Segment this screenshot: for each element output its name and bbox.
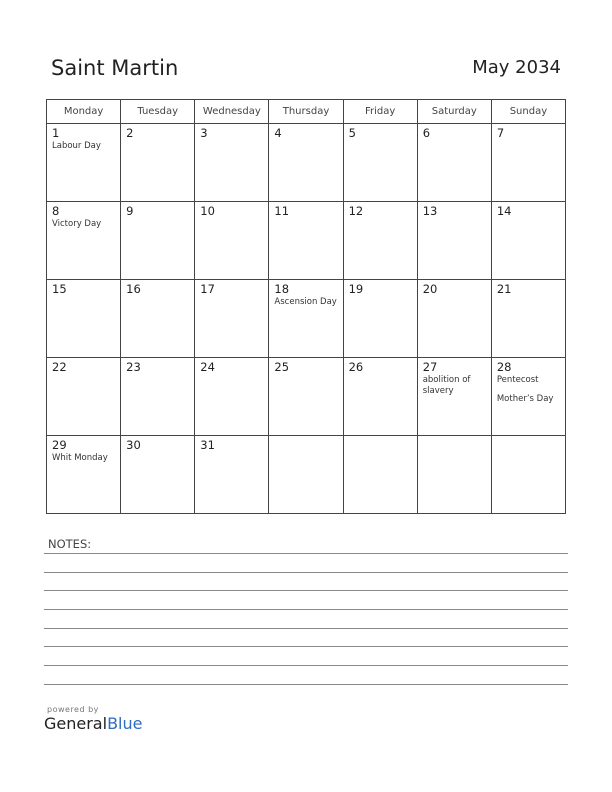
day-number: 20 <box>422 282 438 296</box>
weekday-header: Sunday <box>491 100 565 124</box>
holiday-label: Mother’s Day <box>496 394 554 404</box>
day-cell <box>121 358 195 436</box>
day-cell <box>121 202 195 280</box>
day-cell <box>491 280 565 358</box>
day-cell <box>195 436 269 514</box>
week-row <box>47 124 566 202</box>
day-number: 12 <box>348 204 364 218</box>
day-number: 24 <box>200 360 215 374</box>
day-cell <box>269 202 343 280</box>
note-line <box>44 646 568 647</box>
note-line <box>44 628 568 629</box>
day-cell <box>47 202 121 280</box>
day-number: 22 <box>52 360 67 374</box>
week-row <box>47 358 566 436</box>
week-row <box>47 436 566 514</box>
day-cell <box>343 280 417 358</box>
day-cell <box>343 358 417 436</box>
day-cell <box>417 358 491 436</box>
day-cell <box>491 436 565 514</box>
brand-name-part2: Blue <box>107 714 143 733</box>
week-row <box>47 280 566 358</box>
calendar-month-year: May 2034 <box>472 57 561 78</box>
day-number: 7 <box>496 126 505 140</box>
weekday-header: Friday <box>343 100 417 124</box>
notes-label: NOTES: <box>48 537 92 551</box>
day-cell <box>417 280 491 358</box>
brand-name-part1: General <box>44 714 108 733</box>
note-line <box>44 553 568 554</box>
day-cell <box>491 202 565 280</box>
day-number: 29 <box>52 438 67 452</box>
weekday-header: Thursday <box>269 100 343 124</box>
day-number: 2 <box>126 126 134 140</box>
powered-by-text: powered by <box>47 705 99 714</box>
note-line <box>44 609 568 610</box>
day-cell <box>417 124 491 202</box>
holiday-label: Victory Day <box>52 219 102 229</box>
day-cell <box>269 436 343 514</box>
day-cell <box>491 358 565 436</box>
note-line <box>44 590 568 591</box>
day-cell <box>343 202 417 280</box>
note-line <box>44 572 568 573</box>
day-number: 21 <box>496 282 512 296</box>
day-cell <box>121 436 195 514</box>
day-number: 11 <box>274 204 290 218</box>
day-cell <box>343 436 417 514</box>
week-row <box>47 202 566 280</box>
day-cell <box>417 202 491 280</box>
day-number: 23 <box>126 360 141 374</box>
holiday-label: Labour Day <box>52 141 101 151</box>
day-number: 3 <box>200 126 208 140</box>
day-number: 26 <box>348 360 364 374</box>
day-number: 17 <box>200 282 215 296</box>
day-number: 30 <box>126 438 141 452</box>
day-cell <box>195 202 269 280</box>
holiday-label: Pentecost <box>496 375 539 385</box>
day-number: 1 <box>52 126 60 140</box>
day-number: 14 <box>496 204 512 218</box>
day-number: 16 <box>126 282 141 296</box>
day-cell <box>195 124 269 202</box>
day-cell <box>269 358 343 436</box>
day-cell <box>417 436 491 514</box>
day-cell <box>343 124 417 202</box>
day-number: 19 <box>348 282 364 296</box>
holiday-label: abolition of slavery <box>422 375 471 396</box>
day-cell <box>269 280 343 358</box>
calendar-grid <box>46 99 566 514</box>
weekday-header: Saturday <box>417 100 491 124</box>
day-number: 4 <box>274 126 282 140</box>
day-number: 28 <box>496 360 512 374</box>
calendar-country-title: Saint Martin <box>51 56 179 80</box>
day-number: 18 <box>274 282 290 296</box>
day-number: 31 <box>200 438 215 452</box>
day-cell <box>47 124 121 202</box>
note-line <box>44 665 568 666</box>
day-cell <box>121 124 195 202</box>
day-cell <box>47 280 121 358</box>
day-cell <box>121 280 195 358</box>
day-number: 15 <box>52 282 67 296</box>
brand-logo <box>44 705 142 733</box>
weekday-header: Tuesday <box>121 100 195 124</box>
day-number: 9 <box>126 204 134 218</box>
day-cell <box>47 436 121 514</box>
day-number: 10 <box>200 204 215 218</box>
day-number: 13 <box>422 204 438 218</box>
day-number: 8 <box>52 204 60 218</box>
weekday-header-row <box>47 100 566 124</box>
weekday-header: Wednesday <box>195 100 269 124</box>
holiday-label: Ascension Day <box>274 297 337 307</box>
day-cell <box>491 124 565 202</box>
brand-name <box>44 715 142 733</box>
day-cell <box>195 280 269 358</box>
day-number: 5 <box>348 126 356 140</box>
holiday-label: Whit Monday <box>52 453 108 463</box>
weekday-header: Monday <box>47 100 121 124</box>
day-cell <box>195 358 269 436</box>
day-number: 25 <box>274 360 290 374</box>
day-cell <box>47 358 121 436</box>
day-number: 6 <box>422 126 431 140</box>
note-line <box>44 684 568 685</box>
day-cell <box>269 124 343 202</box>
day-number: 27 <box>422 360 438 374</box>
